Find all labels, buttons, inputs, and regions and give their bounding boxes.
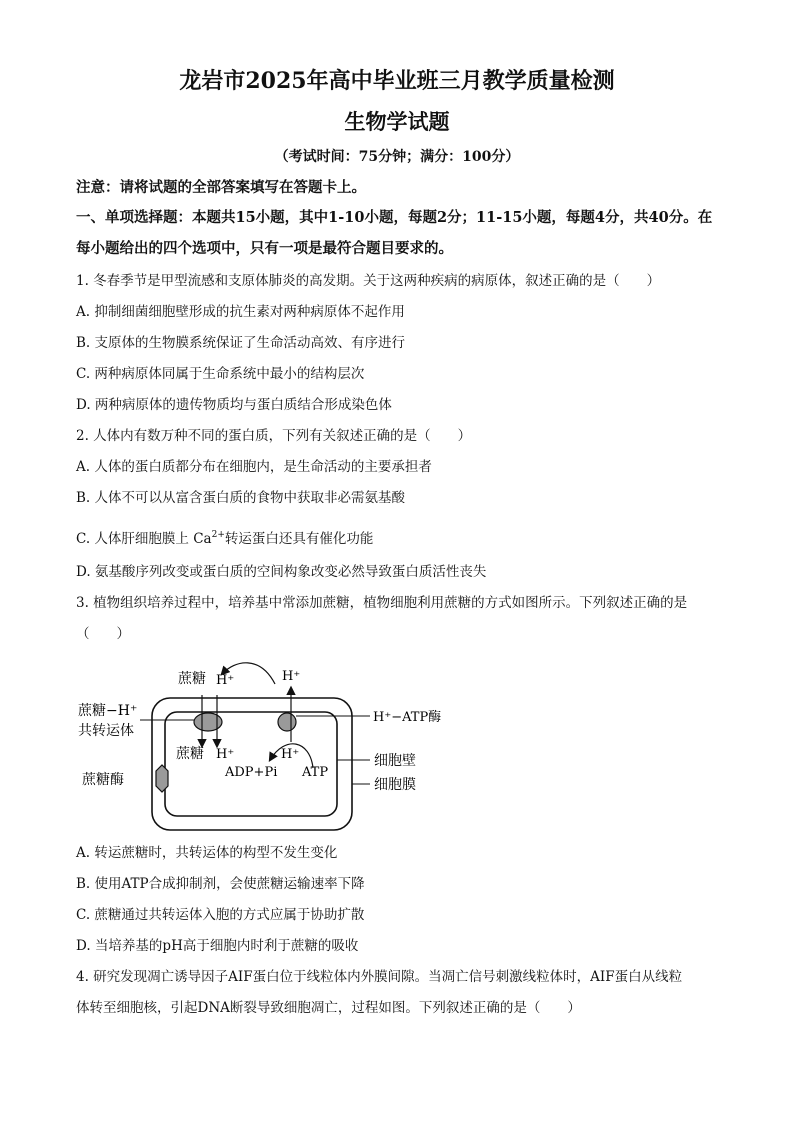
q1-option-c: C. 两种病原体同属于生命系统中最小的结构层次 xyxy=(76,366,365,382)
exam-title: 龙岩市2025年高中毕业班三月教学质量检测 xyxy=(179,68,615,94)
label-cotransporter-2: 共转运体 xyxy=(78,723,134,739)
cell-wall-shape xyxy=(152,698,352,830)
cell-membrane-shape xyxy=(165,712,337,816)
label-membrane: 细胞膜 xyxy=(374,777,416,793)
q1-option-d: D. 两种病原体的遗传物质均与蛋白质结合形成染色体 xyxy=(76,397,392,413)
notice: 注意：请将试题的全部答案填写在答题卡上。 xyxy=(76,179,366,196)
q2-stem: 2. 人体内有数万种不同的蛋白质，下列有关叙述正确的是（ ） xyxy=(76,428,472,444)
section1-heading: 一、单项选择题：本题共15小题，其中1-10小题，每题2分；11-15小题，每题4分，共40分。在每小题给出的四个选项中，只有一项是最符合题目要求的。 xyxy=(76,209,713,257)
label-atpase: H⁺−ATP酶 xyxy=(373,710,442,725)
q3-option-c: C. 蔗糖通过共转运体入胞的方式应属于协助扩散 xyxy=(76,907,365,923)
q3-option-d: D. 当培养基的pH高于细胞内时利于蔗糖的吸收 xyxy=(76,938,359,954)
label-h-in2: H⁺ xyxy=(281,747,300,762)
label-cotransporter-1: 蔗糖−H⁺ xyxy=(78,703,138,719)
label-cell-wall: 细胞壁 xyxy=(374,753,416,769)
label-h-top: H⁺ xyxy=(216,673,235,688)
q2-option-a: A. 人体的蛋白质都分布在细胞内，是生命活动的主要承担者 xyxy=(76,459,432,475)
q3-stem-line2: （ ） xyxy=(76,626,130,642)
label-sucrose-top: 蔗糖 xyxy=(178,671,206,687)
q1-option-a: A. 抑制细菌细胞壁形成的抗生素对两种病原体不起作用 xyxy=(76,304,405,320)
atpase-shape xyxy=(278,713,296,731)
q2-option-d: D. 氨基酸序列改变或蛋白质的空间构象改变必然导致蛋白质活性丧失 xyxy=(76,564,487,580)
label-adp: ADP+Pi xyxy=(225,765,278,780)
q1-option-b: B. 支原体的生物膜系统保证了生命活动高效、有序进行 xyxy=(76,335,406,351)
sucrase-shape xyxy=(156,765,168,792)
label-h-top2: H⁺ xyxy=(282,669,301,684)
q2-option-c xyxy=(76,526,373,548)
q2-option-b: B. 人体不可以从富含蛋白质的食物中获取非必需氨基酸 xyxy=(76,490,406,506)
label-sucrose-in: 蔗糖 xyxy=(176,746,204,762)
q4-stem-line1: 4. 研究发现凋亡诱导因子AIF蛋白位于线粒体内外膜间隙。当凋亡信号刺激线粒体时，AIF蛋白从线粒 xyxy=(76,969,683,985)
label-h-in: H⁺ xyxy=(216,747,235,762)
q3-option-a: A. 转运蔗糖时，共转运体的构型不发生变化 xyxy=(76,845,338,861)
exam-info: （考试时间：75分钟；满分：100分） xyxy=(274,149,520,165)
label-sucrase: 蔗糖酶 xyxy=(82,772,124,788)
sucrose-transport-figure xyxy=(70,650,470,840)
q1-stem: 1. 冬春季节是甲型流感和支原体肺炎的高发期。关于这两种疾病的病原体，叙述正确的是（ ） xyxy=(76,273,661,289)
q2-option-c-pre: C. 人体肝细胞膜上 Ca xyxy=(76,531,212,547)
q2-option-c-post: 转运蛋白还具有催化功能 xyxy=(224,531,374,547)
q4-stem-line2: 体转至细胞核，引起DNA断裂导致细胞凋亡，过程如图。下列叙述正确的是（ ） xyxy=(76,1000,581,1016)
exam-subject: 生物学试题 xyxy=(344,109,450,134)
q3-stem-line1: 3. 植物组织培养过程中，培养基中常添加蔗糖，植物细胞利用蔗糖的方式如图所示。下列叙述正确的是 xyxy=(76,595,688,611)
q3-option-b: B. 使用ATP合成抑制剂，会使蔗糖运输速率下降 xyxy=(76,876,365,892)
label-atp: ATP xyxy=(302,765,329,780)
cotransporter-shape xyxy=(194,713,222,731)
q2-option-c-sup: 2+ xyxy=(211,530,225,540)
